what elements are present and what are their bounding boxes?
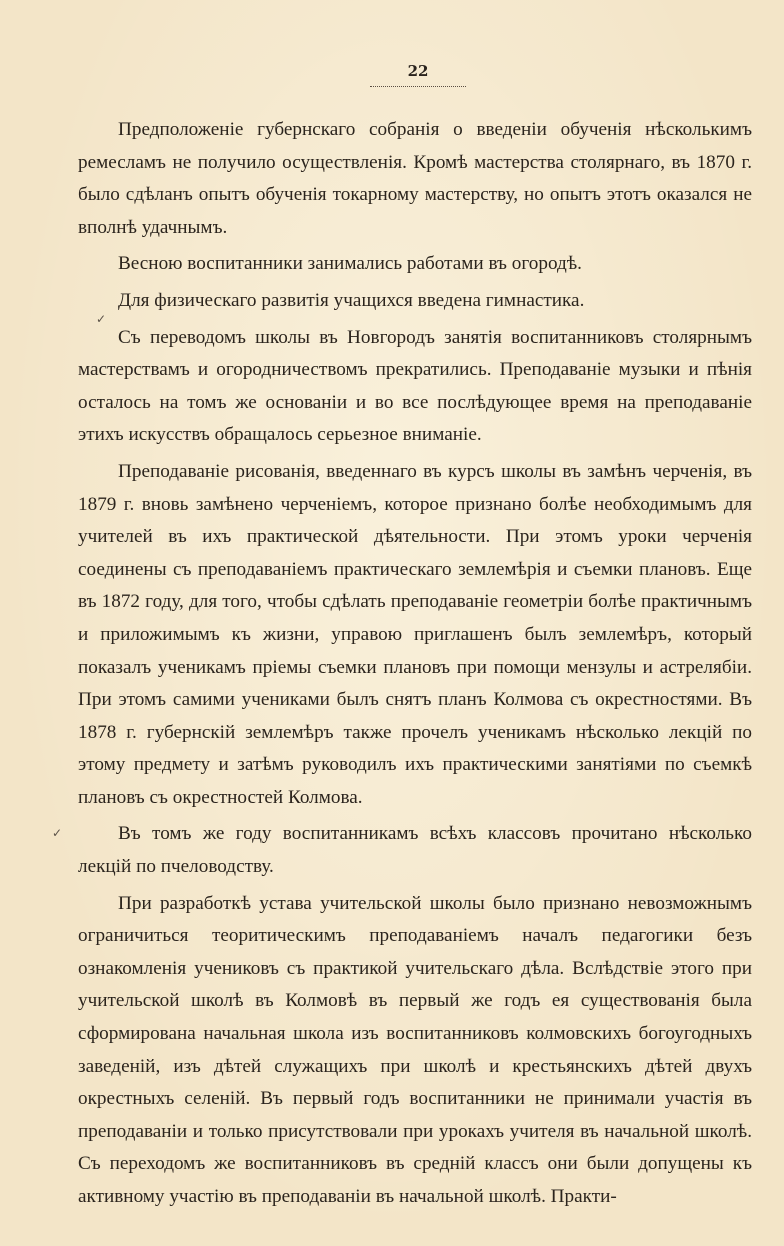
- header-rule: [370, 86, 466, 87]
- pencil-check-mark-icon: ✓: [96, 312, 107, 326]
- body-text: [78, 114, 752, 1218]
- pencil-check-mark-icon: ✓: [52, 826, 63, 840]
- paragraph: Преподаваніе рисованія, введеннаго въ курсъ школы въ замѣнъ черченія, въ 1879 г. вновь замѣнено черченіемъ, которое признано болѣе необходимымъ для учителей въ ихъ практической дѣятельности. При этомъ уроки черченія соединены съ преподаваніемъ практическаго землемѣрія и съемки плановъ. Еще въ 1872 году, для того, чтобы сдѣлать преподаваніе геометріи болѣе практичнымъ и приложимымъ къ жизни, управою приглашенъ былъ землемѣръ, который показалъ ученикамъ пріемы съемки плановъ при помощи мензулы и астрелябіи. При этомъ самими учениками былъ снятъ планъ Колмова съ окрестностями. Въ 1878 г. губернскій землемѣръ также прочелъ ученикамъ нѣсколько лекцій по этому предмету и затѣмъ руководилъ ихъ практическими занятіями по съемкѣ плановъ съ окрестностей Колмова.: [78, 460, 752, 808]
- paragraph: При разработкѣ устава учительской школы было признано невозможнымъ ограничиться теоритическимъ преподаваніемъ началъ педагогики безъ ознакомленія учениковъ съ практикой учительскаго дѣла. Вслѣдствіе этого при учительской школѣ въ Колмовѣ въ первый же годъ ея существованія была сформирована начальная школа изъ воспитанниковъ колмовскихъ богоугодныхъ заведеній, изъ дѣтей служащихъ при школѣ и крестьянскихъ дѣтей двухъ окрестныхъ селеній. Въ первый годъ воспитанники не принимали участія въ преподаваніи и только присутствовали при урокахъ учителя въ начальной школѣ. Съ переходомъ же воспитанниковъ въ средній классъ они были допущены къ активному участію въ преподаваніи въ начальной школѣ. Практи-: [78, 892, 752, 1207]
- paragraph: Весною воспитанники занимались работами въ огородѣ.: [118, 253, 582, 275]
- paragraph: Предположеніе губернскаго собранія о введеніи обученія нѣсколькимъ ремесламъ не получило осуществленія. Кромѣ мастерства столярнаго, въ 1870 г. было сдѣланъ опытъ обученія токарному мастерству, но опытъ этотъ оказался не вполнѣ удачнымъ.: [78, 119, 752, 238]
- paragraph: Для физическаго развитія учащихся введена гимнастика.: [118, 289, 585, 311]
- paragraph: Въ томъ же году воспитанникамъ всѣхъ классовъ прочитано нѣсколько лекцій по пчеловодству.: [78, 823, 752, 878]
- paragraph: Съ переводомъ школы въ Новгородъ занятія воспитанниковъ столярнымъ мастерствамъ и огородничествомъ прекратились. Преподаваніе музыки и пѣнія осталось на томъ же основаніи и во все послѣдующее время на преподаваніе этихъ искусствъ обращалось серьезное вниманіе.: [78, 326, 752, 446]
- page-number: 22: [407, 62, 429, 80]
